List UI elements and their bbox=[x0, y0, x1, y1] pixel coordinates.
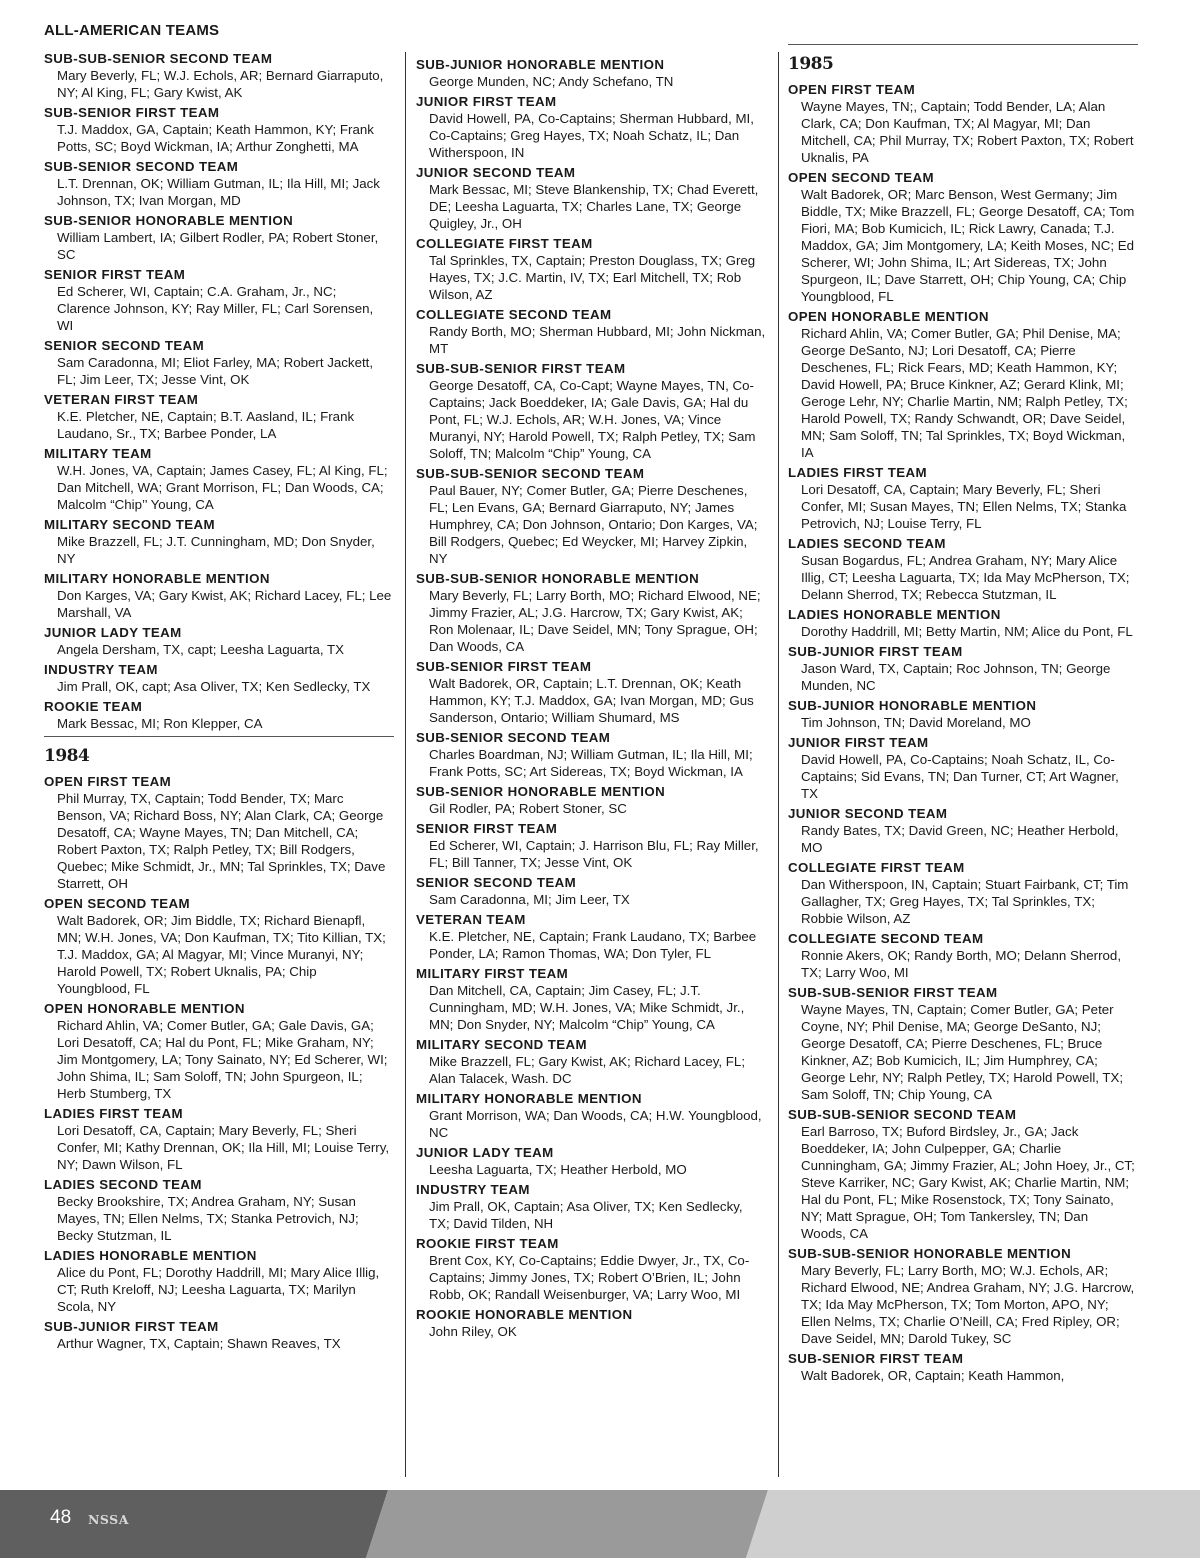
team-heading: SENIOR SECOND TEAM bbox=[44, 338, 205, 353]
year-heading: 1984 bbox=[44, 746, 90, 766]
team-heading: COLLEGIATE SECOND TEAM bbox=[416, 307, 612, 322]
team-heading: SENIOR FIRST TEAM bbox=[44, 267, 186, 282]
team-section bbox=[44, 1176, 394, 1244]
team-section bbox=[44, 698, 394, 732]
team-members: Leesha Laguarta, TX; Heather Herbold, MO bbox=[429, 1162, 687, 1177]
team-members: Brent Cox, KY, Co-Captains; Eddie Dwyer, Jr., TX, Co-Captains; Jimmy Jones, TX; Robert O’Brien, IL; John Robb, OK; Randall Weisenburger, VA; Larry Woo, MI bbox=[429, 1253, 750, 1302]
team-section bbox=[416, 911, 768, 962]
team-heading: SUB-JUNIOR FIRST TEAM bbox=[788, 644, 963, 659]
team-members: John Riley, OK bbox=[429, 1324, 517, 1339]
team-section bbox=[416, 820, 768, 871]
team-heading: SUB-SENIOR FIRST TEAM bbox=[788, 1351, 964, 1366]
team-section bbox=[416, 164, 768, 232]
team-members: T.J. Maddox, GA, Captain; Keath Hammon, KY; Frank Potts, SC; Boyd Wickman, IA; Arthur Zonghetti, MA bbox=[57, 122, 374, 154]
team-members: Randy Bates, TX; David Green, NC; Heather Herbold, MO bbox=[801, 823, 1119, 855]
team-section bbox=[416, 465, 768, 567]
team-section bbox=[416, 1181, 768, 1232]
team-heading: LADIES SECOND TEAM bbox=[788, 536, 946, 551]
team-section bbox=[44, 1105, 394, 1173]
team-members: Dan Witherspoon, IN, Captain; Stuart Fairbank, CT; Tim Gallagher, TX; Greg Hayes, TX; Tal Sprinkles, TX; Robbie Wilson, AZ bbox=[801, 877, 1129, 926]
team-section bbox=[44, 1000, 394, 1102]
team-heading: LADIES HONORABLE MENTION bbox=[788, 607, 1001, 622]
team-section bbox=[44, 212, 394, 263]
team-members: Mary Beverly, FL; W.J. Echols, AR; Bernard Giarraputo, NY; Al King, FL; Gary Kwist, AK bbox=[57, 68, 384, 100]
team-members: David Howell, PA, Co-Captains; Sherman Hubbard, MI, Co-Captains; Greg Hayes, TX; Noah Schatz, IL; Dan Witherspoon, IN bbox=[429, 111, 754, 160]
team-section bbox=[44, 391, 394, 442]
continued-block bbox=[44, 50, 394, 732]
team-section bbox=[788, 697, 1138, 731]
team-members: Ed Scherer, WI, Captain; J. Harrison Blu, FL; Ray Miller, FL; Bill Tanner, TX; Jesse Vint, OK bbox=[429, 838, 759, 870]
team-heading: JUNIOR LADY TEAM bbox=[44, 625, 182, 640]
team-heading: LADIES SECOND TEAM bbox=[44, 1177, 202, 1192]
column-1 bbox=[44, 50, 394, 1355]
team-members: Mike Brazzell, FL; Gary Kwist, AK; Richard Lacey, FL; Alan Talacek, Wash. DC bbox=[429, 1054, 746, 1086]
team-heading: OPEN FIRST TEAM bbox=[44, 774, 172, 789]
team-heading: SUB-SUB-SENIOR SECOND TEAM bbox=[44, 51, 273, 66]
team-section bbox=[44, 1318, 394, 1352]
team-section bbox=[416, 874, 768, 908]
team-members: Sam Caradonna, MI; Jim Leer, TX bbox=[429, 892, 630, 907]
team-section bbox=[416, 360, 768, 462]
team-members: Arthur Wagner, TX, Captain; Shawn Reaves, TX bbox=[57, 1336, 341, 1351]
team-members: Phil Murray, TX, Captain; Todd Bender, TX; Marc Benson, VA; Richard Boss, NY; Alan Clark, CA; George Desatoff, CA; Wayne Mayes, TN; Dan Mitchell, CA; Robert Paxton, TX; Ralph Petley, TX; Bill Rodgers, Quebec; Mike Schmidt, Jr., MN; Tal Sprinkles, TX; Dave Starrett, OH bbox=[57, 791, 386, 891]
team-members: Jim Prall, OK, Captain; Asa Oliver, TX; Ken Sedlecky, TX; David Tilden, NH bbox=[429, 1199, 743, 1231]
team-members: Walt Badorek, OR; Jim Biddle, TX; Richard Bienapfl, MN; W.H. Jones, VA; Don Kaufman, TX; Tito Killian, TX; T.J. Maddox, GA; Al Magyar, MI; Vince Muranyi, NY; Harold Powell, TX; Robert Uknalis, PA; Chip Youngblood, FL bbox=[57, 913, 386, 996]
team-heading: OPEN SECOND TEAM bbox=[788, 170, 935, 185]
team-section bbox=[44, 1247, 394, 1315]
team-heading: LADIES FIRST TEAM bbox=[788, 465, 928, 480]
team-heading: MILITARY SECOND TEAM bbox=[44, 517, 216, 532]
team-heading: SENIOR FIRST TEAM bbox=[416, 821, 558, 836]
team-section bbox=[416, 93, 768, 161]
team-heading: VETERAN TEAM bbox=[416, 912, 526, 927]
team-members: Earl Barroso, TX; Buford Birdsley, Jr., GA; Jack Boeddeker, IA; John Culpepper, GA; Charlie Cunningham, GA; Jimmy Frazier, AL; John Hoey, Jr., CT; Steve Karriker, NC; Gary Kwist, AK; Charlie Martin, NM; Hal du Pont, FL; Mike Rosenstock, TX; Tony Sainato, NY; Matt Sprague, OH; Tom Tankersley, TN; Dan Woods, CA bbox=[801, 1124, 1135, 1241]
team-heading: ROOKIE TEAM bbox=[44, 699, 143, 714]
team-section bbox=[788, 81, 1138, 166]
team-section bbox=[416, 1235, 768, 1303]
team-members: George Desatoff, CA, Co-Capt; Wayne Mayes, TN, Co-Captains; Jack Boeddeker, IA; Gale Davis, GA; Hal du Pont, FL; W.J. Echols, AR; W.H. Jones, VA; Vince Muranyi, NY; Harold Powell, TX; Ralph Petley, TX; Sam Soloff, TN; Malcolm “Chip” Young, CA bbox=[429, 378, 756, 461]
team-members: David Howell, PA, Co-Captains; Noah Schatz, IL, Co-Captains; Sid Evans, TN; Dan Turner, CT; Art Wagner, TX bbox=[801, 752, 1119, 801]
team-heading: JUNIOR FIRST TEAM bbox=[416, 94, 557, 109]
team-members: George Munden, NC; Andy Schefano, TN bbox=[429, 74, 674, 89]
column-divider-2 bbox=[778, 52, 779, 1477]
team-section bbox=[44, 773, 394, 892]
team-members: L.T. Drennan, OK; William Gutman, IL; Ila Hill, MI; Jack Johnson, TX; Ivan Morgan, MD bbox=[57, 176, 380, 208]
team-heading: SUB-SENIOR SECOND TEAM bbox=[44, 159, 239, 174]
team-members: Alice du Pont, FL; Dorothy Haddrill, MI; Mary Alice Illig, CT; Ruth Kreloff, NJ; Leesha Laguarta, TX; Marilyn Scola, NY bbox=[57, 1265, 380, 1314]
team-members: Walt Badorek, OR; Marc Benson, West Germany; Jim Biddle, TX; Mike Brazzell, FL; George Desatoff, CA; Tom Fiori, MA; Bob Kumicich, IL; Rick Lawry, Canada; T.J. Maddox, GA; Jim Montgomery, LA; Keith Moses, NC; Ed Scherer, WI; John Shima, IL; Art Sidereas, TX; John Spurgeon, IL; Dave Starrett, OH; Chip Young, CA; Chip Youngblood, FL bbox=[801, 187, 1135, 304]
team-members: William Lambert, IA; Gilbert Rodler, PA; Robert Stoner, SC bbox=[57, 230, 379, 262]
team-heading: SUB-SUB-SENIOR HONORABLE MENTION bbox=[416, 571, 700, 586]
team-heading: SUB-JUNIOR HONORABLE MENTION bbox=[416, 57, 665, 72]
team-section bbox=[416, 783, 768, 817]
team-heading: INDUSTRY TEAM bbox=[416, 1182, 530, 1197]
brand-logo-text: NSSA bbox=[88, 1512, 129, 1527]
team-members: Angela Dersham, TX, capt; Leesha Laguarta, TX bbox=[57, 642, 345, 657]
team-members: Lori Desatoff, CA, Captain; Mary Beverly, FL; Sheri Confer, MI; Susan Mayes, TN; Ellen Nelms, TX; Stanka Petrovich, NJ; Louise Terry, FL bbox=[801, 482, 1127, 531]
continued-block bbox=[416, 50, 768, 1340]
team-section bbox=[416, 729, 768, 780]
year-block-1985 bbox=[788, 44, 1138, 1384]
team-section bbox=[416, 235, 768, 303]
team-members: Mark Bessac, MI; Ron Klepper, CA bbox=[57, 716, 263, 731]
team-heading: OPEN SECOND TEAM bbox=[44, 896, 191, 911]
team-heading: SUB-JUNIOR HONORABLE MENTION bbox=[788, 698, 1037, 713]
team-heading: MILITARY FIRST TEAM bbox=[416, 966, 569, 981]
footer-band bbox=[0, 1490, 1200, 1558]
team-section bbox=[44, 337, 394, 388]
team-members: Tal Sprinkles, TX, Captain; Preston Douglass, TX; Greg Hayes, TX; J.C. Martin, IV, TX; Earl Mitchell, TX; Rob Wilson, AZ bbox=[429, 253, 756, 302]
team-heading: ROOKIE HONORABLE MENTION bbox=[416, 1307, 633, 1322]
team-section bbox=[416, 1090, 768, 1141]
team-heading: SUB-SUB-SENIOR HONORABLE MENTION bbox=[788, 1246, 1072, 1261]
team-heading: JUNIOR SECOND TEAM bbox=[416, 165, 576, 180]
team-heading: SUB-SUB-SENIOR FIRST TEAM bbox=[788, 985, 998, 1000]
team-section bbox=[788, 930, 1138, 981]
team-heading: COLLEGIATE FIRST TEAM bbox=[788, 860, 965, 875]
team-members: Mary Beverly, FL; Larry Borth, MO; Richard Elwood, NE; Jimmy Frazier, AL; J.G. Harcrow, TX; Gary Kwist, AK; Ron Molenaar, IL; Dave Seidel, MN; Tony Sprague, OH; Dan Woods, CA bbox=[429, 588, 761, 654]
team-members: Richard Ahlin, VA; Comer Butler, GA; Gale Davis, GA; Lori Desatoff, CA; Hal du Pont, FL; Mike Graham, NY; Jim Montgomery, LA; Tony Sainato, NY; Ed Scherer, WI; John Shima, IL; Sam Soloff, TN; John Spurgeon, IL; Herb Stumberg, TX bbox=[57, 1018, 388, 1101]
team-section bbox=[788, 606, 1138, 640]
team-heading: SUB-SUB-SENIOR FIRST TEAM bbox=[416, 361, 626, 376]
team-members: Mike Brazzell, FL; J.T. Cunningham, MD; Don Snyder, NY bbox=[57, 534, 375, 566]
team-members: Wayne Mayes, TN;, Captain; Todd Bender, LA; Alan Clark, CA; Don Kaufman, TX; Al Magyar, MI; Dan Mitchell, CA; Phil Murray, TX; Robert Paxton, TX; Robert Uknalis, PA bbox=[801, 99, 1134, 165]
team-members: Mary Beverly, FL; Larry Borth, MO; W.J. Echols, AR; Richard Elwood, NE; Andrea Graham, NY; J.G. Harcrow, TX; Ida May McPherson, TX; Tom Morton, APO, NY; Ellen Nelms, TX; Charlie O’Neill, CA; Fred Ripley, OR; Dave Seidel, MN; Darold Tukey, SC bbox=[801, 1263, 1135, 1346]
page-footer bbox=[0, 1490, 1200, 1558]
team-section bbox=[44, 516, 394, 567]
team-heading: OPEN HONORABLE MENTION bbox=[44, 1001, 245, 1016]
team-heading: SENIOR SECOND TEAM bbox=[416, 875, 577, 890]
team-heading: JUNIOR SECOND TEAM bbox=[788, 806, 948, 821]
team-heading: SUB-SENIOR HONORABLE MENTION bbox=[416, 784, 666, 799]
team-members: Paul Bauer, NY; Comer Butler, GA; Pierre Deschenes, FL; Len Evans, GA; Bernard Giarraputo, NY; James Humphrey, CA; Don Johnson, Ontario; Don Karges, VA; Bill Rodgers, Quebec; Ed Weycker, MI; Harvey Zipkin, NY bbox=[429, 483, 758, 566]
team-heading: COLLEGIATE SECOND TEAM bbox=[788, 931, 984, 946]
team-heading: MILITARY HONORABLE MENTION bbox=[44, 571, 270, 586]
team-section bbox=[44, 570, 394, 621]
team-section bbox=[788, 308, 1138, 461]
team-section bbox=[788, 464, 1138, 532]
team-heading: SUB-SENIOR FIRST TEAM bbox=[44, 105, 220, 120]
team-section bbox=[788, 535, 1138, 603]
team-members: Ed Scherer, WI, Captain; C.A. Graham, Jr., NC; Clarence Johnson, KY; Ray Miller, FL; Carl Sorensen, WI bbox=[57, 284, 374, 333]
team-section bbox=[788, 805, 1138, 856]
year-heading: 1985 bbox=[788, 54, 834, 74]
team-section bbox=[788, 1106, 1138, 1242]
team-section bbox=[44, 661, 394, 695]
team-members: K.E. Pletcher, NE, Captain; Frank Laudano, TX; Barbee Ponder, LA; Ramon Thomas, WA; Don Tyler, FL bbox=[429, 929, 757, 961]
team-section bbox=[416, 1306, 768, 1340]
team-heading: LADIES HONORABLE MENTION bbox=[44, 1248, 257, 1263]
footer-band-mid bbox=[366, 1490, 768, 1558]
team-members: Walt Badorek, OR, Captain; L.T. Drennan, OK; Keath Hammon, KY; T.J. Maddox, GA; Ivan Morgan, MD; Gus Sanderson, Ontario; William Shumard, MS bbox=[429, 676, 754, 725]
team-heading: SUB-SENIOR HONORABLE MENTION bbox=[44, 213, 294, 228]
team-members: W.H. Jones, VA, Captain; James Casey, FL; Al King, FL; Dan Mitchell, WA; Grant Morrison, FL; Dan Woods, CA; Malcolm “Chip’’ Young, CA bbox=[57, 463, 388, 512]
page-number: 48 bbox=[50, 1507, 72, 1528]
team-heading: SUB-SUB-SENIOR SECOND TEAM bbox=[416, 466, 645, 481]
team-section bbox=[44, 895, 394, 997]
team-members: Jim Prall, OK, capt; Asa Oliver, TX; Ken Sedlecky, TX bbox=[57, 679, 371, 694]
team-heading: MILITARY TEAM bbox=[44, 446, 152, 461]
team-section bbox=[416, 1144, 768, 1178]
team-members: Randy Borth, MO; Sherman Hubbard, MI; John Nickman, MT bbox=[429, 324, 766, 356]
team-heading: MILITARY SECOND TEAM bbox=[416, 1037, 588, 1052]
team-members: Dan Mitchell, CA, Captain; Jim Casey, FL; J.T. Cunningham, MD; W.H. Jones, VA; Mike Schmidt, Jr., MN; Don Snyder, NY; Malcolm “Chip” Young, CA bbox=[429, 983, 745, 1032]
team-members: Mark Bessac, MI; Steve Blankenship, TX; Chad Everett, DE; Leesha Laguarta, TX; Charles Lane, TX; George Quigley, Jr., OH bbox=[429, 182, 759, 231]
team-members: Susan Bogardus, FL; Andrea Graham, NY; Mary Alice Illig, CT; Leesha Laguarta, TX; Ida May McPherson, TX; Delann Sherrod, TX; Rebecca Stutzman, IL bbox=[801, 553, 1130, 602]
team-section bbox=[44, 50, 394, 101]
team-section bbox=[788, 1350, 1138, 1384]
team-section bbox=[788, 859, 1138, 927]
team-members: Lori Desatoff, CA, Captain; Mary Beverly, FL; Sheri Confer, MI; Kathy Drennan, OK; Ila Hill, MI; Louise Terry, NY; Dawn Wilson, FL bbox=[57, 1123, 390, 1172]
team-members: Richard Ahlin, VA; Comer Butler, GA; Phil Denise, MA; George DeSanto, NJ; Lori Desatoff, CA; Pierre Deschenes, FL; Rick Fears, MD; Keath Hammon, KY; David Howell, PA; Bruce Kinkner, AZ; Gerard Klink, MI; Geroge Lehr, NY; Charlie Martin, NM; Ralph Petley, TX; Harold Powell, TX; Randy Schwandt, OR; Dave Seidel, MN; Sam Soloff, TN; Tal Sprinkles, TX; Boyd Wickman, IA bbox=[801, 326, 1128, 460]
team-section bbox=[44, 104, 394, 155]
team-section bbox=[416, 1036, 768, 1087]
team-members: Gil Rodler, PA; Robert Stoner, SC bbox=[429, 801, 627, 816]
team-members: Walt Badorek, OR, Captain; Keath Hammon, bbox=[801, 1368, 1065, 1383]
team-heading: JUNIOR FIRST TEAM bbox=[788, 735, 929, 750]
team-heading: OPEN FIRST TEAM bbox=[788, 82, 916, 97]
team-members: Tim Johnson, TN; David Moreland, MO bbox=[801, 715, 1031, 730]
team-section bbox=[416, 570, 768, 655]
team-members: Ronnie Akers, OK; Randy Borth, MO; Delann Sherrod, TX; Larry Woo, MI bbox=[801, 948, 1122, 980]
team-members: Jason Ward, TX, Captain; Roc Johnson, TN; George Munden, NC bbox=[801, 661, 1111, 693]
team-heading: MILITARY HONORABLE MENTION bbox=[416, 1091, 642, 1106]
team-heading: ROOKIE FIRST TEAM bbox=[416, 1236, 559, 1251]
team-members: Sam Caradonna, MI; Eliot Farley, MA; Robert Jackett, FL; Jim Leer, TX; Jesse Vint, OK bbox=[57, 355, 374, 387]
column-3 bbox=[788, 40, 1138, 1387]
team-members: Dorothy Haddrill, MI; Betty Martin, NM; Alice du Pont, FL bbox=[801, 624, 1133, 639]
team-heading: LADIES FIRST TEAM bbox=[44, 1106, 184, 1121]
column-divider-1 bbox=[405, 52, 406, 1477]
team-section bbox=[788, 643, 1138, 694]
team-heading: SUB-SUB-SENIOR SECOND TEAM bbox=[788, 1107, 1017, 1122]
team-heading: OPEN HONORABLE MENTION bbox=[788, 309, 989, 324]
team-section bbox=[788, 1245, 1138, 1347]
team-section bbox=[44, 266, 394, 334]
team-heading: SUB-SENIOR SECOND TEAM bbox=[416, 730, 611, 745]
team-section bbox=[416, 306, 768, 357]
footer-band-light bbox=[746, 1490, 1200, 1558]
team-section bbox=[788, 984, 1138, 1103]
team-members: Becky Brookshire, TX; Andrea Graham, NY; Susan Mayes, TN; Ellen Nelms, TX; Stanka Petrovich, NJ; Becky Stutzman, IL bbox=[57, 1194, 359, 1243]
column-2 bbox=[416, 50, 768, 1343]
team-members: K.E. Pletcher, NE, Captain; B.T. Aasland, IL; Frank Laudano, Sr., TX; Barbee Ponder, LA bbox=[57, 409, 355, 441]
team-heading: COLLEGIATE FIRST TEAM bbox=[416, 236, 593, 251]
team-section bbox=[44, 445, 394, 513]
year-block-1984 bbox=[44, 736, 394, 1352]
team-heading: SUB-JUNIOR FIRST TEAM bbox=[44, 1319, 219, 1334]
team-section bbox=[788, 169, 1138, 305]
team-section bbox=[788, 734, 1138, 802]
team-section bbox=[44, 158, 394, 209]
team-heading: VETERAN FIRST TEAM bbox=[44, 392, 199, 407]
team-heading: SUB-SENIOR FIRST TEAM bbox=[416, 659, 592, 674]
team-members: Don Karges, VA; Gary Kwist, AK; Richard Lacey, FL; Lee Marshall, VA bbox=[57, 588, 392, 620]
team-members: Wayne Mayes, TN, Captain; Comer Butler, GA; Peter Coyne, NY; Phil Denise, MA; George DeSanto, NJ; George Desatoff, CA; Pierre Deschenes, FL; Bruce Kinkner, AZ; Bob Kumicich, IL; Jim Humphrey, CA; George Lehr, NY; Ralph Petley, TX; Harold Powell, TX; Sam Soloff, TN; Chip Young, CA bbox=[801, 1002, 1124, 1102]
team-heading: JUNIOR LADY TEAM bbox=[416, 1145, 554, 1160]
team-section bbox=[416, 658, 768, 726]
team-heading: INDUSTRY TEAM bbox=[44, 662, 158, 677]
team-section bbox=[416, 56, 768, 90]
team-members: Grant Morrison, WA; Dan Woods, CA; H.W. Youngblood, NC bbox=[429, 1108, 762, 1140]
team-members: Charles Boardman, NJ; William Gutman, IL; Ila Hill, MI; Frank Potts, SC; Art Sidereas, TX; Boyd Wickman, IA bbox=[429, 747, 753, 779]
page-title: ALL-AMERICAN TEAMS bbox=[44, 22, 220, 39]
team-section bbox=[44, 624, 394, 658]
team-section bbox=[416, 965, 768, 1033]
